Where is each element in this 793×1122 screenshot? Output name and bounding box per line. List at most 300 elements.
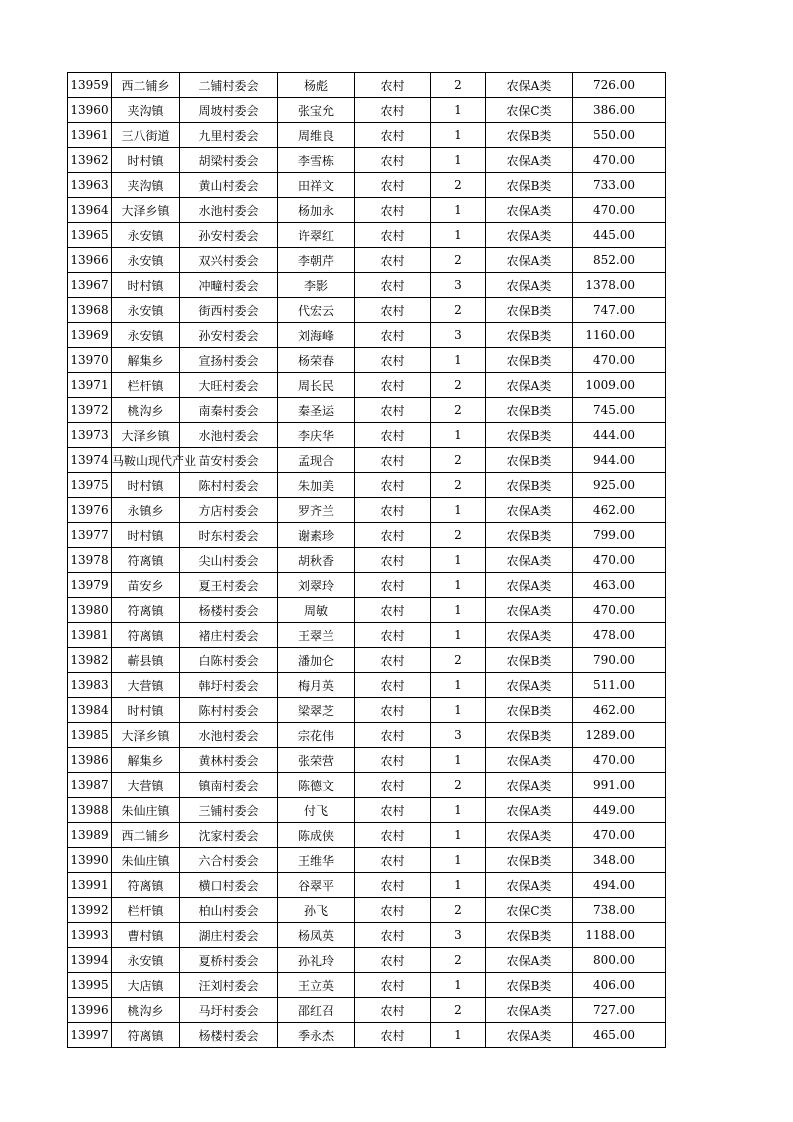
table-row <box>68 973 666 998</box>
cell-village: 六合村委会 <box>180 848 278 873</box>
cell-id: 13991 <box>68 873 112 898</box>
cell-id: 13978 <box>68 548 112 573</box>
cell-village: 杨楼村委会 <box>180 1023 278 1048</box>
cell-name: 许翠红 <box>278 223 355 248</box>
cell-village: 周坡村委会 <box>180 98 278 123</box>
cell-count: 2 <box>431 898 486 923</box>
cell-amount: 800.00 <box>573 948 666 973</box>
cell-category: 农保A类 <box>486 873 573 898</box>
cell-count: 2 <box>431 373 486 398</box>
cell-amount: 470.00 <box>573 748 666 773</box>
cell-name: 田祥文 <box>278 173 355 198</box>
cell-id: 13961 <box>68 123 112 148</box>
cell-id: 13981 <box>68 623 112 648</box>
cell-village: 九里村委会 <box>180 123 278 148</box>
cell-town: 解集乡 <box>112 348 180 373</box>
cell-village: 陈村村委会 <box>180 698 278 723</box>
cell-village: 黄林村委会 <box>180 748 278 773</box>
cell-category: 农保B类 <box>486 423 573 448</box>
cell-village: 陈村村委会 <box>180 473 278 498</box>
cell-name: 李雪栋 <box>278 148 355 173</box>
cell-type: 农村 <box>355 323 431 348</box>
cell-category: 农保A类 <box>486 948 573 973</box>
cell-type: 农村 <box>355 573 431 598</box>
cell-count: 3 <box>431 923 486 948</box>
cell-id: 13988 <box>68 798 112 823</box>
cell-name: 李朝芹 <box>278 248 355 273</box>
cell-town: 符离镇 <box>112 623 180 648</box>
cell-category: 农保B类 <box>486 848 573 873</box>
cell-count: 2 <box>431 298 486 323</box>
cell-town: 时村镇 <box>112 473 180 498</box>
cell-town: 大泽乡镇 <box>112 198 180 223</box>
cell-village: 苗安村委会 <box>180 448 278 473</box>
cell-type: 农村 <box>355 298 431 323</box>
cell-amount: 470.00 <box>573 598 666 623</box>
cell-village: 二铺村委会 <box>180 73 278 98</box>
cell-village: 水池村委会 <box>180 723 278 748</box>
cell-amount: 406.00 <box>573 973 666 998</box>
cell-category: 农保B类 <box>486 523 573 548</box>
cell-id: 13960 <box>68 98 112 123</box>
cell-town: 时村镇 <box>112 698 180 723</box>
cell-town: 永安镇 <box>112 948 180 973</box>
table-row <box>68 398 666 423</box>
cell-name: 王翠兰 <box>278 623 355 648</box>
cell-town: 永安镇 <box>112 248 180 273</box>
cell-type: 农村 <box>355 698 431 723</box>
cell-village: 孙安村委会 <box>180 323 278 348</box>
cell-category: 农保A类 <box>486 773 573 798</box>
cell-amount: 738.00 <box>573 898 666 923</box>
cell-type: 农村 <box>355 748 431 773</box>
table-row <box>68 298 666 323</box>
cell-id: 13994 <box>68 948 112 973</box>
cell-id: 13959 <box>68 73 112 98</box>
cell-type: 农村 <box>355 123 431 148</box>
cell-category: 农保B类 <box>486 123 573 148</box>
table-row <box>68 823 666 848</box>
cell-name: 代宏云 <box>278 298 355 323</box>
cell-type: 农村 <box>355 898 431 923</box>
cell-amount: 470.00 <box>573 198 666 223</box>
cell-name: 谢素珍 <box>278 523 355 548</box>
cell-name: 孟现合 <box>278 448 355 473</box>
cell-id: 13989 <box>68 823 112 848</box>
table-row <box>68 948 666 973</box>
cell-amount: 1160.00 <box>573 323 666 348</box>
cell-type: 农村 <box>355 73 431 98</box>
cell-town: 时村镇 <box>112 273 180 298</box>
cell-amount: 511.00 <box>573 673 666 698</box>
cell-category: 农保B类 <box>486 398 573 423</box>
cell-count: 2 <box>431 448 486 473</box>
cell-village: 冲疃村委会 <box>180 273 278 298</box>
cell-name: 张宝允 <box>278 98 355 123</box>
cell-count: 2 <box>431 998 486 1023</box>
cell-id: 13976 <box>68 498 112 523</box>
cell-id: 13987 <box>68 773 112 798</box>
cell-id: 13979 <box>68 573 112 598</box>
cell-count: 2 <box>431 398 486 423</box>
cell-town: 西二铺乡 <box>112 73 180 98</box>
cell-type: 农村 <box>355 998 431 1023</box>
cell-category: 农保B类 <box>486 298 573 323</box>
table-row <box>68 498 666 523</box>
cell-count: 1 <box>431 198 486 223</box>
cell-id: 13962 <box>68 148 112 173</box>
cell-id: 13993 <box>68 923 112 948</box>
cell-count: 3 <box>431 723 486 748</box>
cell-name: 刘海峰 <box>278 323 355 348</box>
cell-category: 农保B类 <box>486 698 573 723</box>
cell-name: 杨彪 <box>278 73 355 98</box>
cell-town: 西二铺乡 <box>112 823 180 848</box>
cell-id: 13971 <box>68 373 112 398</box>
cell-category: 农保A类 <box>486 823 573 848</box>
cell-category: 农保C类 <box>486 898 573 923</box>
table-row <box>68 473 666 498</box>
cell-name: 秦圣运 <box>278 398 355 423</box>
cell-amount: 745.00 <box>573 398 666 423</box>
cell-id: 13980 <box>68 598 112 623</box>
table-row <box>68 773 666 798</box>
cell-count: 1 <box>431 423 486 448</box>
cell-town: 大店镇 <box>112 973 180 998</box>
cell-count: 1 <box>431 873 486 898</box>
cell-category: 农保B类 <box>486 348 573 373</box>
cell-town: 大营镇 <box>112 773 180 798</box>
cell-count: 1 <box>431 848 486 873</box>
cell-town: 马鞍山现代产业 <box>112 448 180 473</box>
cell-amount: 550.00 <box>573 123 666 148</box>
cell-village: 横口村委会 <box>180 873 278 898</box>
cell-type: 农村 <box>355 823 431 848</box>
cell-type: 农村 <box>355 448 431 473</box>
cell-village: 三铺村委会 <box>180 798 278 823</box>
cell-category: 农保A类 <box>486 248 573 273</box>
cell-category: 农保A类 <box>486 223 573 248</box>
cell-amount: 726.00 <box>573 73 666 98</box>
cell-village: 柏山村委会 <box>180 898 278 923</box>
cell-count: 1 <box>431 573 486 598</box>
table-row <box>68 723 666 748</box>
cell-town: 永安镇 <box>112 298 180 323</box>
cell-count: 1 <box>431 148 486 173</box>
cell-name: 孙飞 <box>278 898 355 923</box>
cell-name: 杨荣春 <box>278 348 355 373</box>
table-row <box>68 598 666 623</box>
cell-id: 13963 <box>68 173 112 198</box>
cell-name: 季永杰 <box>278 1023 355 1048</box>
cell-village: 街西村委会 <box>180 298 278 323</box>
cell-category: 农保A类 <box>486 148 573 173</box>
cell-category: 农保B类 <box>486 648 573 673</box>
cell-amount: 465.00 <box>573 1023 666 1048</box>
cell-amount: 1289.00 <box>573 723 666 748</box>
cell-count: 3 <box>431 323 486 348</box>
cell-id: 13973 <box>68 423 112 448</box>
cell-village: 水池村委会 <box>180 198 278 223</box>
cell-category: 农保A类 <box>486 273 573 298</box>
cell-town: 朱仙庄镇 <box>112 848 180 873</box>
cell-name: 潘加仑 <box>278 648 355 673</box>
cell-category: 农保B类 <box>486 173 573 198</box>
table-body <box>68 73 666 1048</box>
cell-name: 朱加美 <box>278 473 355 498</box>
cell-amount: 727.00 <box>573 998 666 1023</box>
cell-amount: 445.00 <box>573 223 666 248</box>
cell-amount: 470.00 <box>573 548 666 573</box>
cell-name: 宗花伟 <box>278 723 355 748</box>
table-row <box>68 423 666 448</box>
cell-village: 褚庄村委会 <box>180 623 278 648</box>
cell-type: 农村 <box>355 398 431 423</box>
cell-village: 白陈村委会 <box>180 648 278 673</box>
cell-category: 农保A类 <box>486 623 573 648</box>
cell-amount: 925.00 <box>573 473 666 498</box>
cell-town: 夹沟镇 <box>112 173 180 198</box>
cell-amount: 444.00 <box>573 423 666 448</box>
cell-id: 13977 <box>68 523 112 548</box>
cell-type: 农村 <box>355 1023 431 1048</box>
cell-town: 夹沟镇 <box>112 98 180 123</box>
table-row <box>68 1023 666 1048</box>
table-row <box>68 223 666 248</box>
cell-town: 桃沟乡 <box>112 398 180 423</box>
cell-town: 蕲县镇 <box>112 648 180 673</box>
cell-id: 13968 <box>68 298 112 323</box>
table-row <box>68 748 666 773</box>
cell-town: 时村镇 <box>112 148 180 173</box>
cell-amount: 348.00 <box>573 848 666 873</box>
cell-count: 1 <box>431 98 486 123</box>
cell-id: 13982 <box>68 648 112 673</box>
cell-type: 农村 <box>355 848 431 873</box>
cell-type: 农村 <box>355 798 431 823</box>
cell-id: 13967 <box>68 273 112 298</box>
table-row <box>68 998 666 1023</box>
cell-name: 邵红召 <box>278 998 355 1023</box>
cell-type: 农村 <box>355 98 431 123</box>
cell-type: 农村 <box>355 723 431 748</box>
cell-amount: 1009.00 <box>573 373 666 398</box>
cell-name: 周维良 <box>278 123 355 148</box>
cell-amount: 799.00 <box>573 523 666 548</box>
cell-type: 农村 <box>355 473 431 498</box>
cell-town: 解集乡 <box>112 748 180 773</box>
cell-category: 农保B类 <box>486 723 573 748</box>
cell-village: 水池村委会 <box>180 423 278 448</box>
cell-type: 农村 <box>355 173 431 198</box>
cell-category: 农保A类 <box>486 748 573 773</box>
cell-amount: 470.00 <box>573 823 666 848</box>
cell-village: 杨楼村委会 <box>180 598 278 623</box>
cell-amount: 747.00 <box>573 298 666 323</box>
cell-category: 农保C类 <box>486 98 573 123</box>
table-row <box>68 148 666 173</box>
cell-type: 农村 <box>355 148 431 173</box>
cell-type: 农村 <box>355 598 431 623</box>
cell-village: 韩圩村委会 <box>180 673 278 698</box>
cell-name: 王立英 <box>278 973 355 998</box>
cell-village: 南秦村委会 <box>180 398 278 423</box>
cell-count: 1 <box>431 798 486 823</box>
cell-amount: 462.00 <box>573 498 666 523</box>
cell-id: 13983 <box>68 673 112 698</box>
cell-amount: 944.00 <box>573 448 666 473</box>
cell-category: 农保A类 <box>486 598 573 623</box>
cell-name: 罗齐兰 <box>278 498 355 523</box>
table-row <box>68 548 666 573</box>
cell-name: 陈成侠 <box>278 823 355 848</box>
table-row <box>68 523 666 548</box>
cell-name: 刘翠玲 <box>278 573 355 598</box>
cell-town: 符离镇 <box>112 548 180 573</box>
cell-village: 方店村委会 <box>180 498 278 523</box>
cell-category: 农保A类 <box>486 198 573 223</box>
cell-count: 2 <box>431 523 486 548</box>
cell-count: 1 <box>431 973 486 998</box>
cell-category: 农保B类 <box>486 323 573 348</box>
cell-village: 夏王村委会 <box>180 573 278 598</box>
table-row <box>68 573 666 598</box>
cell-id: 13995 <box>68 973 112 998</box>
cell-amount: 478.00 <box>573 623 666 648</box>
cell-count: 1 <box>431 498 486 523</box>
cell-village: 镇南村委会 <box>180 773 278 798</box>
cell-amount: 1188.00 <box>573 923 666 948</box>
cell-town: 栏杆镇 <box>112 373 180 398</box>
cell-count: 1 <box>431 598 486 623</box>
cell-town: 苗安乡 <box>112 573 180 598</box>
cell-type: 农村 <box>355 373 431 398</box>
cell-name: 杨凤英 <box>278 923 355 948</box>
cell-type: 农村 <box>355 423 431 448</box>
table-row <box>68 373 666 398</box>
cell-amount: 386.00 <box>573 98 666 123</box>
cell-village: 沈家村委会 <box>180 823 278 848</box>
cell-count: 2 <box>431 248 486 273</box>
table-row <box>68 448 666 473</box>
cell-village: 宣扬村委会 <box>180 348 278 373</box>
cell-town: 朱仙庄镇 <box>112 798 180 823</box>
cell-id: 13990 <box>68 848 112 873</box>
cell-town: 大泽乡镇 <box>112 723 180 748</box>
cell-name: 王维华 <box>278 848 355 873</box>
cell-amount: 991.00 <box>573 773 666 798</box>
cell-town: 符离镇 <box>112 873 180 898</box>
cell-name: 梅月英 <box>278 673 355 698</box>
cell-village: 时东村委会 <box>180 523 278 548</box>
cell-category: 农保A类 <box>486 498 573 523</box>
cell-type: 农村 <box>355 248 431 273</box>
cell-category: 农保A类 <box>486 73 573 98</box>
cell-type: 农村 <box>355 673 431 698</box>
cell-name: 杨加永 <box>278 198 355 223</box>
cell-count: 1 <box>431 123 486 148</box>
cell-category: 农保A类 <box>486 798 573 823</box>
cell-category: 农保B类 <box>486 923 573 948</box>
cell-village: 湖庄村委会 <box>180 923 278 948</box>
table-row <box>68 673 666 698</box>
cell-type: 农村 <box>355 973 431 998</box>
cell-count: 1 <box>431 348 486 373</box>
cell-id: 13992 <box>68 898 112 923</box>
cell-town: 大营镇 <box>112 673 180 698</box>
cell-amount: 852.00 <box>573 248 666 273</box>
cell-amount: 790.00 <box>573 648 666 673</box>
cell-count: 2 <box>431 773 486 798</box>
cell-type: 农村 <box>355 523 431 548</box>
cell-type: 农村 <box>355 498 431 523</box>
cell-type: 农村 <box>355 623 431 648</box>
cell-town: 时村镇 <box>112 523 180 548</box>
table-row <box>68 323 666 348</box>
cell-town: 桃沟乡 <box>112 998 180 1023</box>
cell-name: 付飞 <box>278 798 355 823</box>
cell-name: 李庆华 <box>278 423 355 448</box>
table-row <box>68 873 666 898</box>
cell-id: 13969 <box>68 323 112 348</box>
cell-id: 13985 <box>68 723 112 748</box>
cell-town: 大泽乡镇 <box>112 423 180 448</box>
cell-village: 马圩村委会 <box>180 998 278 1023</box>
table-row <box>68 273 666 298</box>
cell-name: 梁翠芝 <box>278 698 355 723</box>
cell-type: 农村 <box>355 348 431 373</box>
cell-village: 黄山村委会 <box>180 173 278 198</box>
cell-count: 1 <box>431 823 486 848</box>
cell-count: 2 <box>431 73 486 98</box>
cell-amount: 463.00 <box>573 573 666 598</box>
cell-count: 1 <box>431 223 486 248</box>
cell-name: 周长民 <box>278 373 355 398</box>
cell-type: 农村 <box>355 648 431 673</box>
cell-id: 13964 <box>68 198 112 223</box>
cell-category: 农保A类 <box>486 998 573 1023</box>
table-row <box>68 348 666 373</box>
table-row <box>68 698 666 723</box>
table-row <box>68 73 666 98</box>
cell-amount: 470.00 <box>573 348 666 373</box>
cell-count: 1 <box>431 748 486 773</box>
table-row <box>68 923 666 948</box>
cell-name: 张荣营 <box>278 748 355 773</box>
cell-name: 陈德文 <box>278 773 355 798</box>
cell-town: 永安镇 <box>112 223 180 248</box>
cell-id: 13970 <box>68 348 112 373</box>
cell-amount: 494.00 <box>573 873 666 898</box>
table-row <box>68 623 666 648</box>
cell-type: 农村 <box>355 548 431 573</box>
table-row <box>68 173 666 198</box>
cell-category: 农保B类 <box>486 473 573 498</box>
cell-count: 2 <box>431 648 486 673</box>
cell-town: 符离镇 <box>112 598 180 623</box>
cell-id: 13965 <box>68 223 112 248</box>
cell-town: 三八街道 <box>112 123 180 148</box>
cell-category: 农保A类 <box>486 373 573 398</box>
cell-type: 农村 <box>355 773 431 798</box>
cell-id: 13984 <box>68 698 112 723</box>
cell-category: 农保A类 <box>486 573 573 598</box>
cell-count: 1 <box>431 673 486 698</box>
cell-count: 2 <box>431 473 486 498</box>
cell-count: 1 <box>431 548 486 573</box>
cell-village: 胡梁村委会 <box>180 148 278 173</box>
cell-village: 孙安村委会 <box>180 223 278 248</box>
